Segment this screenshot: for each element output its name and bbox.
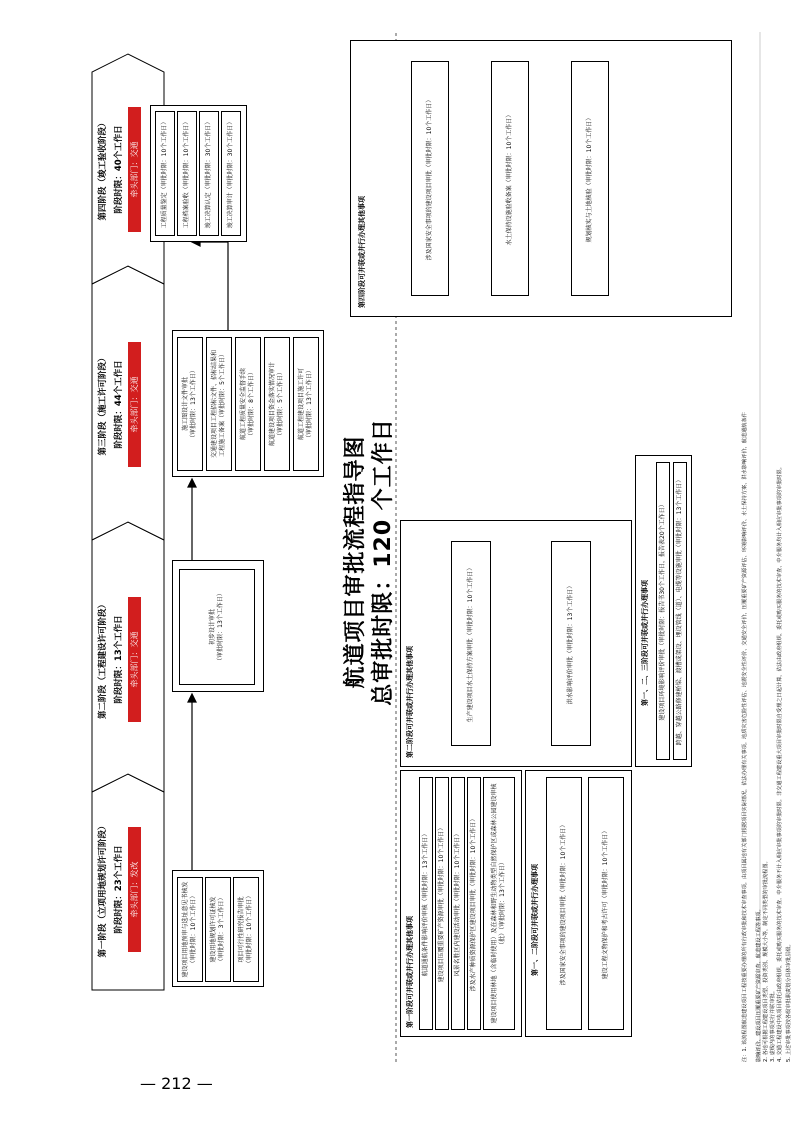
stage-4-item: 工程档案验收（审批时限：10个工作日） bbox=[177, 111, 197, 236]
page-number: — 212 — bbox=[140, 1074, 213, 1093]
stage-1-item: 建设项目用地预审与选址意见书核发 （审批时限：10个工作日） bbox=[177, 877, 203, 982]
stage-4-item: 竣工决算审计（审批时限：30个工作日） bbox=[221, 111, 241, 236]
stage-1-name: 第一阶段（立项用地规划许可阶段） bbox=[98, 821, 108, 958]
panel-item: 建设项目压覆重要矿产资源审批（审批时限：10个工作日） bbox=[435, 777, 449, 1030]
note-line: 5. 上述审批事项按各级审批职责划分具体审批层级。 bbox=[786, 941, 792, 1062]
page-title: 航道项目审批流程指导图 bbox=[343, 435, 368, 689]
stage-3-item: 航道工程建设项目施工许可 （审批时限：13个工作日） bbox=[293, 337, 319, 471]
panel-stage4-parallel bbox=[350, 40, 732, 317]
stage-4-item: 工程质量鉴定（审批时限：10个工作日） bbox=[155, 111, 175, 236]
panel-item: 建设项目环境影响评价审批（审批时限：报告书30个工作日，报告表20个工作日） bbox=[656, 462, 670, 760]
panel-title: 第二阶段可并联或并行办理其他事项 bbox=[406, 646, 414, 758]
panel-item: 航道通航条件影响评价审核（审批时限：13个工作日） bbox=[419, 777, 433, 1030]
stage-4-time: 阶段时限：40个工作日 bbox=[114, 125, 124, 214]
stage-3-item: 航道工程质量安全监督手续 （审批时限：8个工作日） bbox=[235, 337, 261, 471]
panel-item: 涉及国家安全事项的建设项目审批（审批时限：10个工作日） bbox=[546, 777, 582, 1030]
note-line: 影响评价、建设项目压覆重要矿产资源审查、航道建设工程等事项。 bbox=[756, 906, 762, 1062]
stage-1-item: 建设用地规划许可证核发 （审批时限：3个工作日） bbox=[205, 877, 231, 982]
stage-4-lead: 牵头部门：交通 bbox=[128, 107, 141, 232]
stage-3-time: 阶段时限：44个工作日 bbox=[114, 360, 124, 449]
stage-3-item: 交通建设项目工程招标文件、招标结果和 工程施工备案（审批时限：5个工作日） bbox=[206, 337, 232, 471]
panel-stage12-parallel bbox=[525, 770, 632, 1037]
stage-4-item: 竣工决算认定（审批时限：30个工作日） bbox=[199, 111, 219, 236]
panel-title: 第一、二、三阶段可并联或并行办理事项 bbox=[641, 580, 649, 706]
panel-item: 风景名胜区内建设活动审批（审批时限：10个工作日） bbox=[451, 777, 465, 1030]
note-line: 2. 各地可根据工程建设项目类型、投资类别、规模大小等，制定不同类型的审批流程图。 bbox=[763, 858, 769, 1062]
stage-3-item: 施工图设计文件审批 （审批时限：13个工作日） bbox=[177, 337, 203, 471]
panel-item: 建设工程文物保护和考古许可（审批时限：10个工作日） bbox=[588, 777, 624, 1030]
panel-title: 第一阶段可并联或并行办理其他事项 bbox=[406, 916, 414, 1028]
panel-item: 建设项目使用林地（含临时使用）及在森林和野生动物类型自然保护区或森林公园建设审核（批）（审批时限：13个工作日） bbox=[483, 777, 515, 1030]
stage-3-box bbox=[172, 330, 324, 477]
panel-item: 水土保持设施验收备案（审批时限：10个工作日） bbox=[491, 61, 529, 296]
stage-2-lead: 牵头部门：交通 bbox=[128, 597, 141, 722]
stage-4-box bbox=[150, 105, 247, 242]
stage-2-time: 阶段时限：13个工作日 bbox=[114, 615, 124, 704]
panel-item: 跨越、穿越公路修建桥梁、渡槽或架设、埋设管线（道）、电缆等设施审批（审批时限：13个工作日） bbox=[673, 462, 687, 760]
panel-item: 洪水影响评价审批（审批时限：13个工作日） bbox=[551, 541, 591, 746]
panel-stage123-parallel bbox=[635, 455, 692, 767]
page-subtitle: 总审批时限：120 个工作日 bbox=[371, 418, 396, 706]
stage-1-box bbox=[172, 870, 264, 987]
stage-4-name: 第四阶段（竣工验收阶段） bbox=[98, 118, 108, 221]
stage-2-box bbox=[172, 560, 264, 692]
panel-item: 涉及国家安全事项的建设项目审批（审批时限：10个工作日） bbox=[411, 61, 449, 296]
panel-stage1-parallel bbox=[400, 770, 522, 1037]
stage-3-lead: 牵头部门：交通 bbox=[128, 342, 141, 467]
panel-title: 第一、二阶段可并联或并行办理事项 bbox=[531, 864, 539, 976]
stage-2-item: 初步设计审批 （审批时限：13个工作日） bbox=[179, 569, 255, 685]
panel-stage2-parallel bbox=[400, 520, 632, 767]
stage-1-time: 阶段时限：23个工作日 bbox=[114, 845, 124, 934]
panel-title: 第四阶段可并联或并行办理其他事项 bbox=[358, 196, 366, 308]
note-line: 注：1. 该流程图航道建设项目工程按重要办理的所有行政审批和技术审查事项。由项目属地有关部门根据项目实际情况，依法办理有关事项。地质灾害危险性评估、地震安全性评价、交通安全评价、压覆重要矿产资源评估、环境影响评价、水土保持方案、洪水影响评价、航道通航条件 bbox=[742, 412, 748, 1062]
stage-1-item: 项目可行性研究报告审批 （审批时限：10个工作日） bbox=[233, 877, 259, 982]
note-line: 3. 虚线内的事项实行并联审批。 bbox=[770, 987, 776, 1062]
panel-item: 涉及水产种质资源保护区建设项目审批（审批时限：10个工作日） bbox=[467, 777, 481, 1030]
panel-item: 规划核实与土地核验（审批时限：10个工作日） bbox=[571, 61, 609, 296]
stage-1-lead: 牵头部门：发改 bbox=[128, 827, 141, 952]
note-line: 4. 交通工程建设中央项目依托由政府组织、委托或购买服务的技术审查。中介服务不计入相应审批事项的审批时限。非交通工程建设重大项目审批时限自受理之日起计算，依法由政府组织、委托或购买服务的技术审查、中介服务均计入相应审批事项的审批时限。 bbox=[777, 464, 783, 1062]
stage-3-name: 第三阶段（施工许可阶段） bbox=[98, 353, 108, 456]
stage-2-name: 第二阶段（工程建设许可阶段） bbox=[98, 600, 108, 720]
panel-item: 生产建设项目水土保持方案审批（审批时限：10个工作日） bbox=[451, 541, 491, 746]
stage-3-item: 航道建设项目资金落实情况审计 （审批时限：5个工作日） bbox=[264, 337, 290, 471]
